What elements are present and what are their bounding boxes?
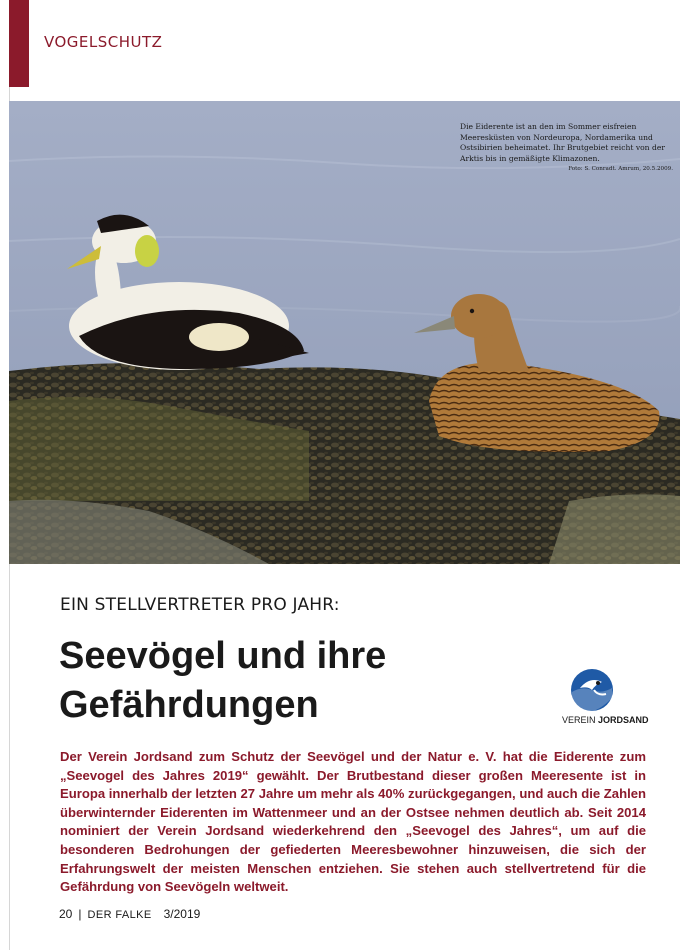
logo-text-bold: JORDSAND [598, 715, 649, 725]
section-marker-bar [9, 0, 29, 87]
jordsand-logo-icon [570, 668, 614, 712]
logo-text-regular: VEREIN [562, 715, 599, 725]
photo-credit: Foto: S. Conradt. Amrum, 20.5.2009. [568, 166, 673, 173]
article-headline [59, 632, 519, 730]
footer-separator: | [78, 907, 82, 921]
article-kicker: EIN STELLVERTRETER PRO JAHR: [60, 595, 340, 615]
issue-number: 3/2019 [163, 907, 201, 921]
magazine-name: DER FALKE [87, 909, 152, 921]
page-number: 20 [59, 907, 73, 921]
photo-caption [460, 122, 673, 175]
article-lead: Der Verein Jordsand zum Schutz der Seevögel und der Natur e. V. hat die Eiderente zum „Seevogel des Jahres 2019“ gewählt. Der Brutbestand dieser großen Meeresente ist in Europa innerhalb der letzten 27 Jahre um mehr als 40% zurückgegangen, und auch die Zahlen überwinternder Eiderenten im Wattenmeer und an der Ostsee nehmen deutlich ab. Seit 2014 nominiert der Verein Jordsand wiederkehrend den „Seevogel des Jahres“, um auf die besonderen Bedrohungen der gefiederten Meeresbewohner hinzuweisen, die sich der Erfahrungswelt der meisten Menschen entziehen. Sie stehen auch stellvertretend für die Gefährdung von Seevögeln weltweit. [60, 749, 646, 895]
headline-line-1: Seevögel und ihre [59, 635, 387, 677]
page-footer [59, 907, 200, 921]
verein-jordsand-logo [562, 668, 648, 732]
caption-text: Die Eiderente ist an den im Sommer eisfreien Meeresküsten von Nordeuropa, Nordamerika und Ostsibirien beheimatet. Ihr Brutgebiet reicht von der Arktis bis in gemäßigte Klimazonen. [460, 122, 665, 163]
headline-line-2: Gefährdungen [59, 684, 319, 726]
section-label: VOGELSCHUTZ [44, 33, 163, 51]
logo-text [562, 715, 652, 725]
